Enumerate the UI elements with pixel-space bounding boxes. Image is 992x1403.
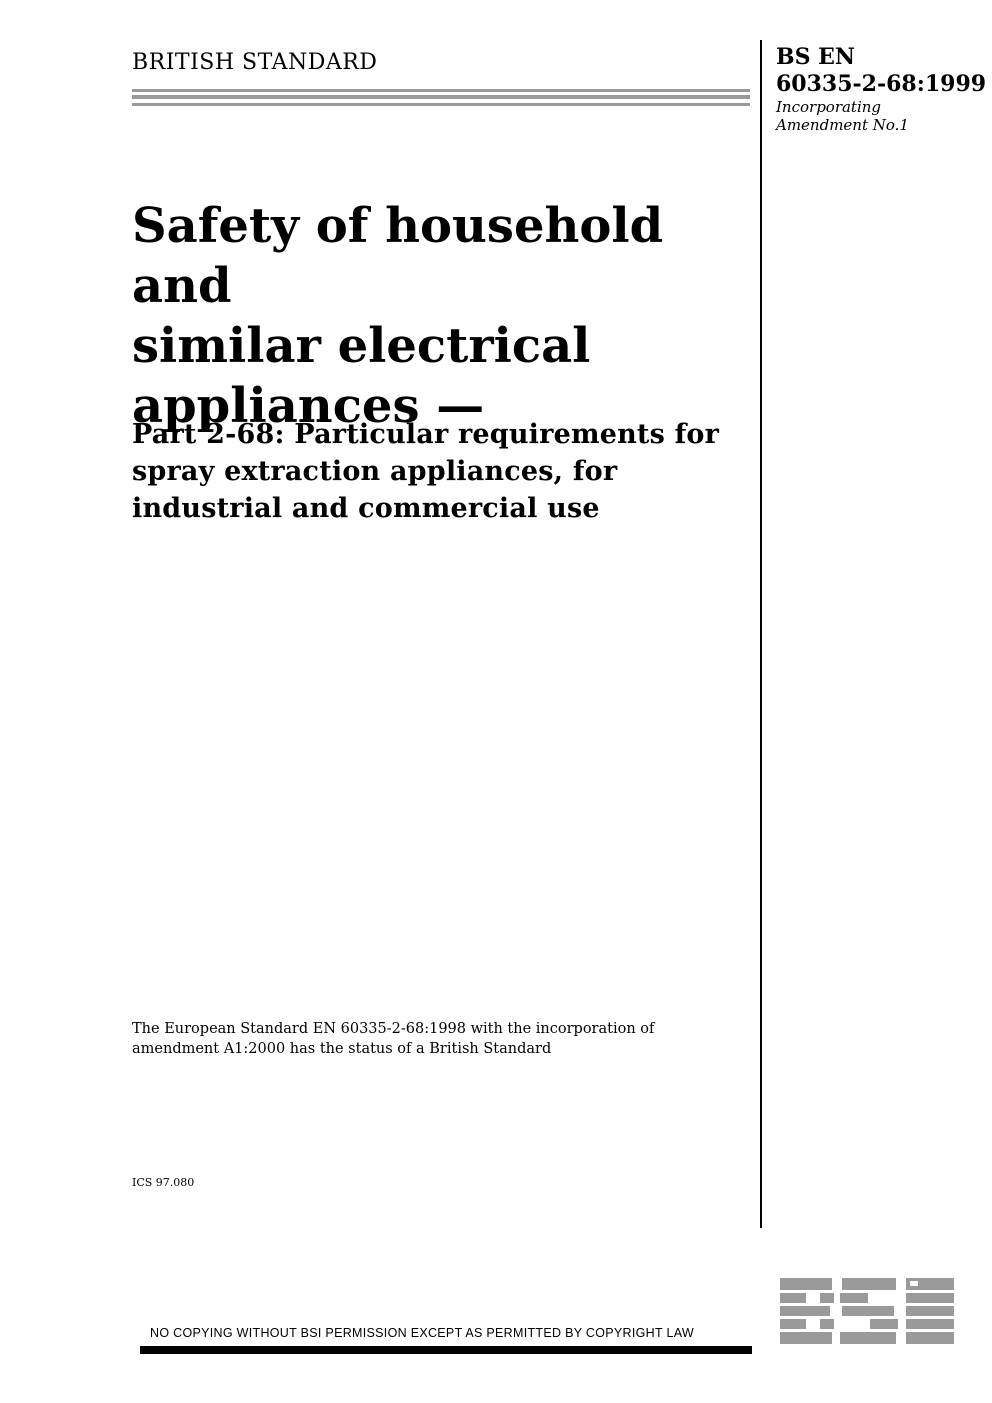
logo-cut-2 (806, 1319, 820, 1329)
header-label: BRITISH STANDARD (132, 50, 378, 75)
standard-number-line-2: 60335-2-68:1999 (776, 71, 987, 97)
logo-bar-3 (780, 1306, 830, 1316)
sub-title (132, 416, 752, 527)
header-rule-2 (132, 95, 750, 99)
logo-bar-10 (840, 1332, 896, 1344)
logo-cut-1 (806, 1293, 820, 1303)
logo-bar-8 (842, 1306, 894, 1316)
header-rule-3 (132, 103, 750, 106)
sub-title-line-1: Part 2-68: Particular requirements for (132, 419, 720, 450)
logo-bar-7 (840, 1293, 868, 1303)
ics-code: ICS 97.080 (132, 1176, 195, 1189)
status-line-1: The European Standard EN 60335-2-68:1998 with the incorporation of (132, 1021, 655, 1037)
logo-bar-13 (906, 1306, 954, 1316)
status-line-2: amendment A1:2000 has the status of a British Standard (132, 1041, 552, 1057)
amendment-note (776, 98, 909, 134)
sub-title-line-3: industrial and commercial use (132, 493, 600, 524)
amendment-note-line-2: Amendment No.1 (776, 116, 909, 134)
main-title-line-1: Safety of household and (132, 198, 664, 314)
main-title-line-2: similar electrical (132, 318, 591, 374)
logo-bar-6 (842, 1278, 896, 1290)
sub-title-line-2: spray extraction appliances, for (132, 456, 618, 487)
copyright-notice: NO COPYING WITHOUT BSI PERMISSION EXCEPT AS PERMITTED BY COPYRIGHT LAW (150, 1326, 695, 1340)
main-title-line-3: appliances — (132, 378, 485, 434)
logo-bar-15 (906, 1332, 954, 1344)
header-rule-1 (132, 89, 750, 92)
vertical-divider (760, 40, 762, 1228)
main-title (132, 196, 752, 436)
bsi-logo (778, 1276, 958, 1346)
footer-bar (140, 1346, 752, 1354)
standard-number (776, 44, 986, 98)
logo-bar-14 (906, 1319, 954, 1329)
logo-cut-3 (910, 1281, 918, 1286)
logo-bar-12 (906, 1293, 954, 1303)
amendment-note-line-1: Incorporating (776, 98, 882, 116)
logo-bar-5 (780, 1332, 832, 1344)
status-statement (132, 1019, 732, 1059)
logo-bar-9 (870, 1319, 898, 1329)
logo-bar-1 (780, 1278, 832, 1290)
standard-number-line-1: BS EN (776, 44, 856, 70)
